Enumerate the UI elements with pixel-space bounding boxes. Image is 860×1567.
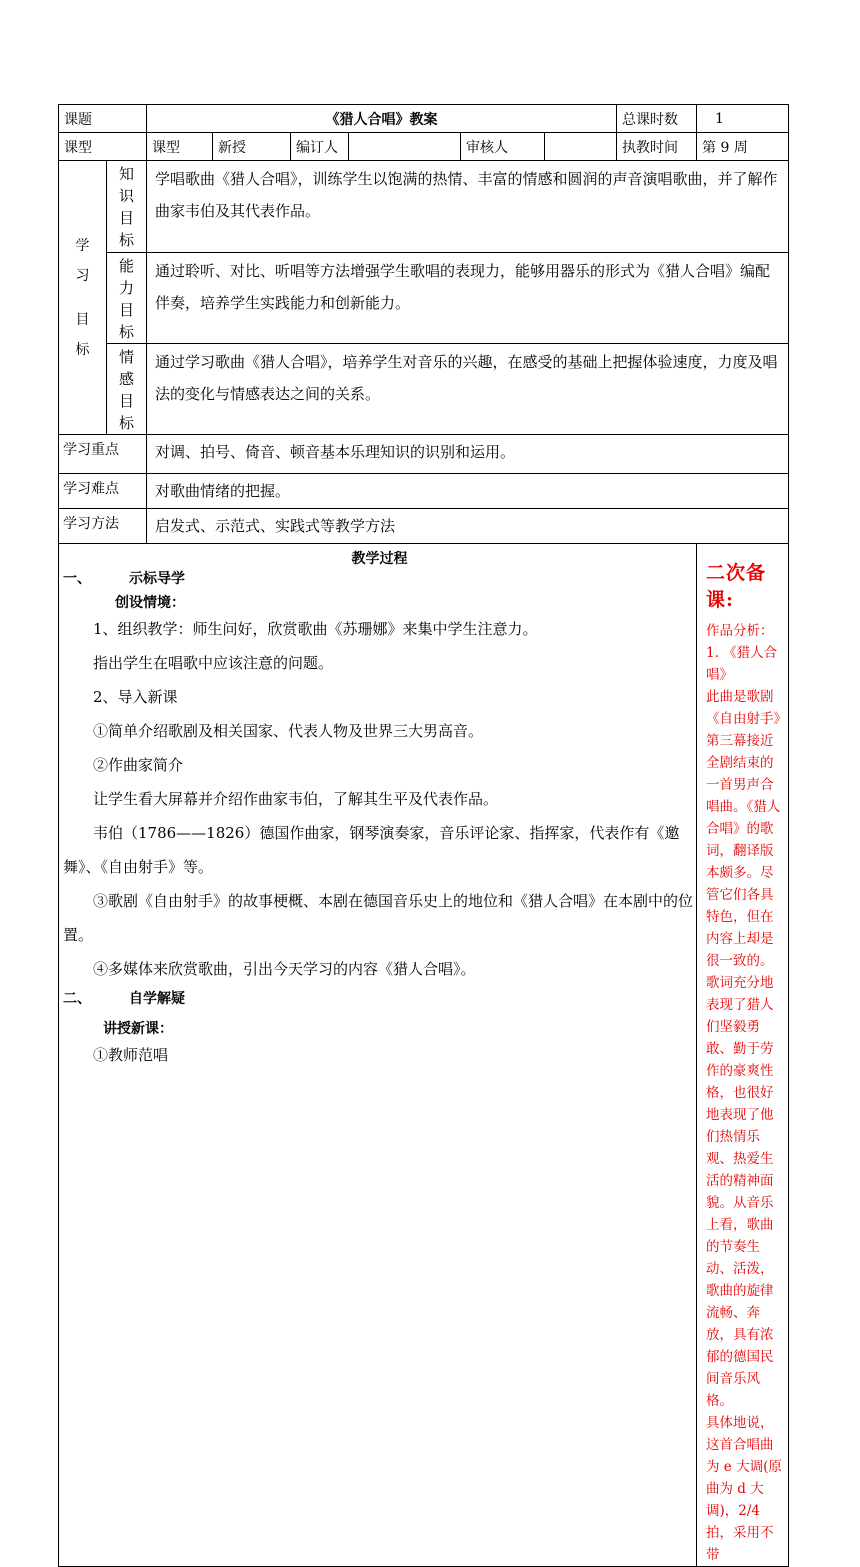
- process-paragraph: ①教师范唱: [93, 1046, 169, 1064]
- difficulties-label: 学习难点: [59, 474, 147, 509]
- course-title: 《猎人合唱》教案: [147, 105, 617, 133]
- process-paragraph: 指出学生在唱歌中应该注意的问题。: [93, 654, 334, 672]
- course-title-label: 课题: [59, 105, 147, 133]
- emotion-goal-text: 通过学习歌曲《猎人合唱》，培养学生对音乐的兴趣，在感受的基础上把握体验速度，力度及唱法的变化与情感表达之间的关系。: [147, 344, 789, 435]
- reviewer-value: [545, 133, 617, 161]
- teach-time-label: 执教时间: [617, 133, 697, 161]
- process-title: 教学过程: [351, 551, 408, 567]
- editor-label: 编订人: [291, 133, 349, 161]
- key-points-label: 学习重点: [59, 435, 147, 474]
- ability-goal-text: 通过聆听、对比、听唱等方法增强学生歌唱的表现力，能够用器乐的形式为《猎人合唱》编配伴奏，培养学生实践能力和创新能力。: [147, 253, 789, 344]
- process-paragraph: ②作曲家简介: [93, 756, 184, 774]
- objectives-label-char: 标: [75, 341, 90, 358]
- knowledge-goal-text: 学唱歌曲《猎人合唱》，训练学生以饱满的热情、丰富的情感和圆润的声音演唱歌曲，并了解作曲家韦伯及其代表作品。: [147, 161, 789, 253]
- section-1-heading: 一、 示标导学: [63, 571, 185, 587]
- teaching-process: [59, 544, 697, 1567]
- process-paragraph: ③歌剧《自由射手》的故事梗概、本剧在德国音乐史上的地位和《猎人合唱》在本剧中的位置。: [63, 892, 694, 944]
- process-paragraph: 韦伯（1786——1826）德国作曲家，钢琴演奏家，音乐评论家、指挥家，代表作有《邀舞》、《自由射手》等。: [63, 824, 680, 876]
- secondary-prep-notes: [697, 544, 789, 1567]
- editor-value: [349, 133, 461, 161]
- reviewer-label: 审核人: [461, 133, 545, 161]
- objectives-label-char: 目: [75, 311, 90, 328]
- total-hours-value: 1: [697, 105, 789, 133]
- course-type-label-inner: 课型: [147, 133, 213, 161]
- process-paragraph: 让学生看大屏幕并介绍作曲家韦伯，了解其生平及代表作品。: [93, 790, 499, 808]
- section-2-heading: 二、 自学解疑: [63, 991, 185, 1007]
- process-paragraph: 2、导入新课: [93, 688, 178, 706]
- methods-text: 启发式、示范式、实践式等教学方法: [147, 509, 789, 544]
- total-hours-label: 总课时数: [617, 105, 697, 133]
- emotion-goal-label: 情 感 目 标: [107, 344, 147, 435]
- objectives-label-char: 学: [75, 237, 90, 254]
- secondary-prep-text: 作品分析： 1. 《猎人合唱》 此曲是歌剧《自由射手》第三幕接近全剧结束的一首男声合唱曲。《猎人合唱》的歌词，翻译版本颇多。尽管它们各具特色，但在内容上却是很一致的。歌词充分地表现了猎人们坚毅勇敢、勤于劳作的豪爽性格，也很好地表现了他们热情乐观、热爱生活的精神面貌。从音乐上看，歌曲的节奏生动、活泼，歌曲的旋律流畅、奔放，具有浓郁的德国民间音乐风格。 具体地说，这首合唱曲为 e 大调(原曲为 d 大调)，2/4 拍，采用不带: [706, 623, 782, 1563]
- course-type-value: 新授: [213, 133, 291, 161]
- teach-time-value: 第 9 周: [697, 133, 789, 161]
- methods-label: 学习方法: [59, 509, 147, 544]
- section-2-subheading: 讲授新课：: [103, 1021, 173, 1037]
- difficulties-text: 对歌曲情绪的把握。: [147, 474, 789, 509]
- objectives-label: [59, 161, 107, 435]
- course-type-label: 课型: [59, 133, 147, 161]
- objectives-label-char: 习: [75, 267, 90, 284]
- lesson-plan-table: [58, 104, 789, 1567]
- ability-goal-label: 能 力 目 标: [107, 253, 147, 344]
- process-paragraph: ④多媒体来欣赏歌曲，引出今天学习的内容《猎人合唱》。: [93, 960, 476, 978]
- key-points-text: 对调、拍号、倚音、顿音基本乐理知识的识别和运用。: [147, 435, 789, 474]
- knowledge-goal-label: 知 识 目 标: [107, 161, 147, 253]
- lesson-plan-page: [58, 104, 788, 1567]
- secondary-prep-title: 二次备课:: [706, 562, 767, 611]
- section-1-subheading: 创设情境：: [115, 595, 185, 611]
- process-paragraph: ①简单介绍歌剧及相关国家、代表人物及世界三大男高音。: [93, 722, 484, 740]
- process-paragraph: 1、组织教学：师生问好，欣赏歌曲《苏珊娜》来集中学生注意力。: [93, 620, 538, 638]
